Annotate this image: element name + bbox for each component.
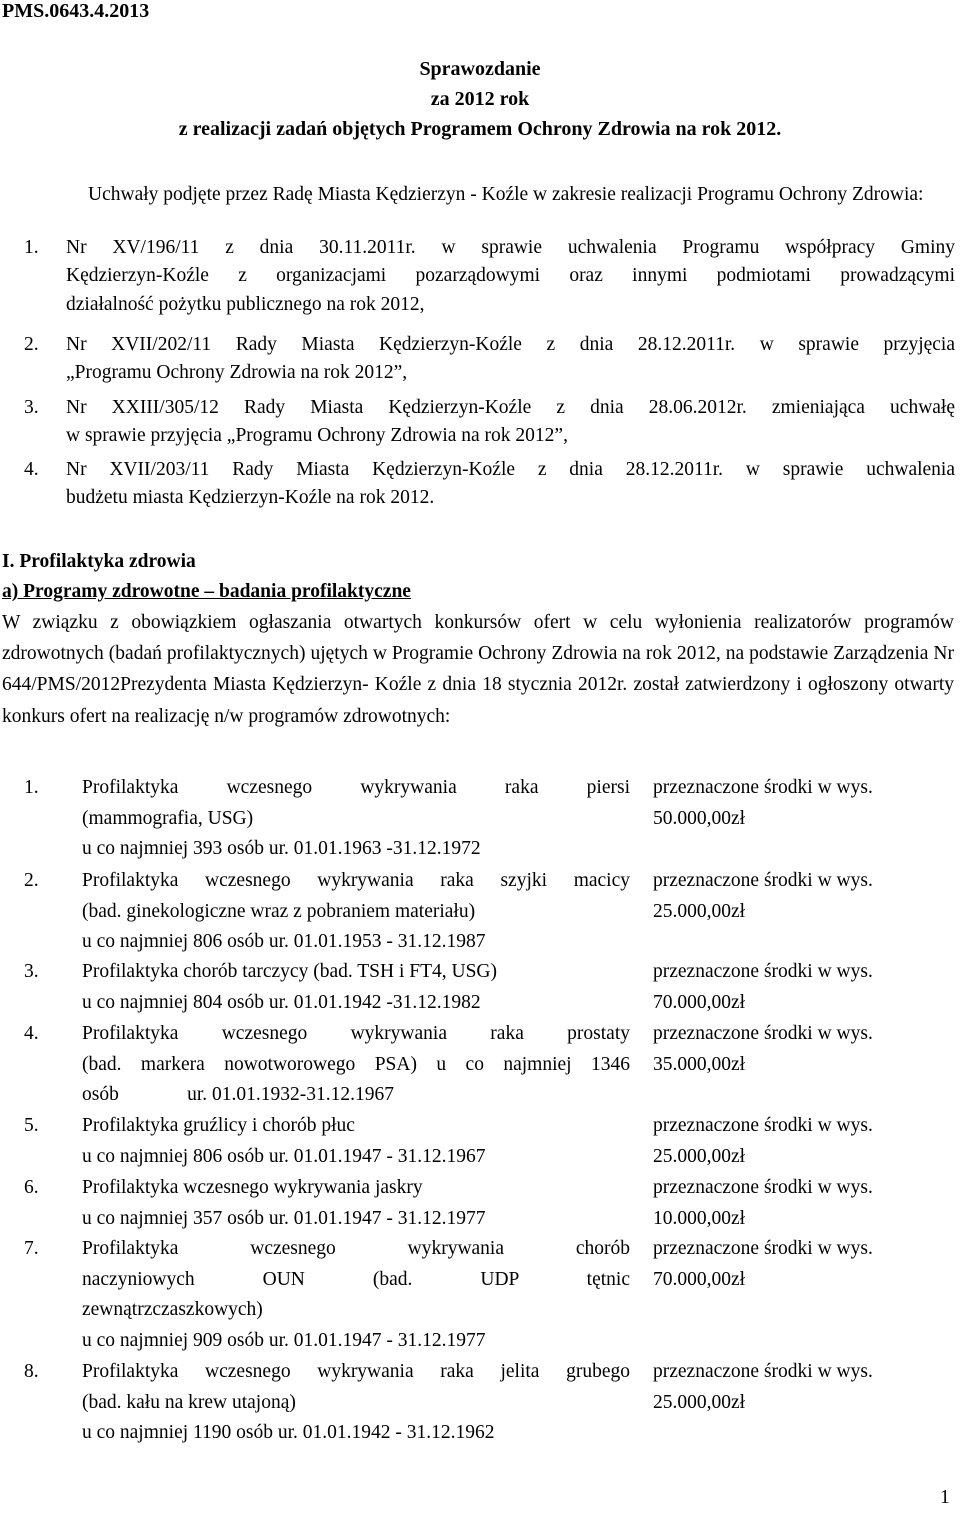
program-number: 3. [24, 961, 39, 982]
program-line: Profilaktyka wczesnego wykrywania raka piersi [82, 777, 630, 798]
program-line: Profilaktyka wczesnego wykrywania raka szyjki macicy [82, 870, 630, 891]
program-line: osób ur. 01.01.1932-31.12.1967 [82, 1084, 394, 1105]
program-description [82, 773, 630, 865]
program-line: u co najmniej 909 osób ur. 01.01.1947 - 31.12.1977 [82, 1329, 486, 1351]
program-line: (bad. kału na krew utajoną) [82, 1391, 296, 1413]
program-description [82, 1111, 630, 1172]
funding-label: przeznaczone środki w wys. [653, 1361, 873, 1382]
program-line: (bad. ginekologiczne wraz z pobraniem materiału) [82, 900, 476, 922]
resolution-number: 3. [24, 397, 39, 418]
page-number: 1 [940, 1487, 950, 1508]
document-reference: PMS.0643.4.2013 [2, 0, 150, 22]
program-description [82, 957, 630, 1018]
program-funding [653, 1019, 953, 1080]
program-line: Profilaktyka wczesnego wykrywania jaskry [82, 1177, 423, 1198]
resolution-line: „Programu Ochrony Zdrowia na rok 2012”, [66, 362, 408, 384]
funding-label: przeznaczone środki w wys. [653, 1238, 873, 1259]
funding-amount: 25.000,00zł [653, 1391, 746, 1413]
subsection-heading: a) Programy zdrowotne – badania profilaktyczne [2, 581, 411, 602]
funding-label: przeznaczone środki w wys. [653, 777, 873, 798]
program-number: 6. [24, 1177, 39, 1198]
program-description [82, 1357, 630, 1449]
program-number: 5. [24, 1115, 39, 1136]
program-description [82, 1019, 630, 1111]
program-number: 7. [24, 1238, 39, 1259]
title-line-1: Sprawozdanie [419, 58, 541, 80]
resolution-number: 4. [24, 459, 39, 480]
funding-label: przeznaczone środki w wys. [653, 870, 873, 891]
resolution-line: działalność pożytku publicznego na rok 2012, [66, 293, 425, 315]
resolution-line: Nr XVII/203/11 Rady Miasta Kędzierzyn-Koźle z dnia 28.12.2011r. w sprawie uchwalenia [66, 459, 955, 480]
body-paragraph: W związku z obowiązkiem ogłaszania otwartych konkursów ofert w celu wyłonienia realizatorów programów zdrowotnych (badań profilaktycznych) ujętych w Programie Ochrony Zdrowia na rok 2012, na podstawie Zarządzenia Nr 644/PMS/2012Prezydenta Miasta Kędzierzyn- Koźle z dnia 18 stycznia 2012r. został zatwierdzony i ogłoszony otwarty konkurs ofert na realizację n/w programów zdrowotnych: [2, 612, 954, 727]
program-line: zewnątrzczaszkowych) [82, 1299, 263, 1320]
funding-amount: 50.000,00zł [653, 807, 746, 829]
program-number: 2. [24, 870, 39, 891]
program-funding [653, 773, 953, 834]
resolution-line: Nr XXIII/305/12 Rady Miasta Kędzierzyn-Koźle z dnia 28.06.2012r. zmieniająca uchwałę [66, 397, 955, 418]
funding-amount: 35.000,00zł [653, 1053, 746, 1075]
program-line: Profilaktyka gruźlicy i chorób płuc [82, 1115, 355, 1136]
program-line: Profilaktyka wczesnego wykrywania raka prostaty [82, 1023, 630, 1044]
title-line-3: z realizacji zadań objętych Programem Ochrony Zdrowia na rok 2012. [178, 118, 782, 140]
funding-label: przeznaczone środki w wys. [653, 1115, 873, 1136]
program-number: 1. [24, 777, 39, 798]
program-line: u co najmniej 393 osób ur. 01.01.1963 -31.12.1972 [82, 838, 481, 859]
program-funding [653, 1173, 953, 1234]
program-funding [653, 957, 953, 1018]
program-number: 8. [24, 1361, 39, 1382]
program-funding [653, 1357, 953, 1418]
program-funding [653, 866, 953, 927]
resolution-line: Nr XV/196/11 z dnia 30.11.2011r. w sprawie uchwalenia Programu współpracy Gminy [66, 237, 955, 258]
program-line: Profilaktyka wczesnego wykrywania raka jelita grubego [82, 1361, 630, 1382]
resolution-line: budżetu miasta Kędzierzyn-Koźle na rok 2012. [66, 487, 435, 509]
resolution-text [66, 234, 955, 319]
program-description [82, 1234, 630, 1356]
funding-amount: 25.000,00zł [653, 900, 746, 922]
section-heading: I. Profilaktyka zdrowia [2, 551, 196, 572]
resolution-line: w sprawie przyjęcia „Programu Ochrony Zdrowia na rok 2012”, [66, 425, 568, 447]
program-line: Profilaktyka chorób tarczycy (bad. TSH i FT4, USG) [82, 961, 498, 982]
program-description [82, 1173, 630, 1234]
resolution-text [66, 456, 955, 513]
resolution-line: Kędzierzyn-Koźle z organizacjami pozarządowymi oraz innymi podmiotami prowadzącymi [66, 265, 955, 287]
resolution-number: 1. [24, 237, 39, 258]
resolution-number: 2. [24, 334, 39, 355]
program-line: u co najmniej 804 osób ur. 01.01.1942 -31.12.1982 [82, 991, 481, 1013]
program-line: Profilaktyka wczesnego wykrywania chorób [82, 1238, 630, 1259]
funding-amount: 70.000,00zł [653, 1268, 746, 1290]
program-line: u co najmniej 357 osób ur. 01.01.1947 - 31.12.1977 [82, 1207, 486, 1229]
funding-label: przeznaczone środki w wys. [653, 1023, 873, 1044]
program-line: (bad. markera nowotworowego PSA) u co najmniej 1346 [82, 1053, 630, 1075]
program-funding [653, 1111, 953, 1172]
resolution-line: Nr XVII/202/11 Rady Miasta Kędzierzyn-Koźle z dnia 28.12.2011r. w sprawie przyjęcia [66, 334, 955, 355]
program-description [82, 866, 630, 958]
program-funding [653, 1234, 953, 1295]
program-line: u co najmniej 1190 osób ur. 01.01.1942 - 31.12.1962 [82, 1422, 495, 1443]
resolution-text [66, 394, 955, 451]
program-line: u co najmniej 806 osób ur. 01.01.1953 - 31.12.1987 [82, 931, 486, 952]
resolution-text [66, 331, 955, 388]
funding-amount: 25.000,00zł [653, 1145, 746, 1167]
program-number: 4. [24, 1023, 39, 1044]
funding-label: przeznaczone środki w wys. [653, 1177, 873, 1198]
funding-amount: 70.000,00zł [653, 991, 746, 1013]
title-line-2: za 2012 rok [430, 88, 530, 110]
funding-label: przeznaczone środki w wys. [653, 961, 873, 982]
funding-amount: 10.000,00zł [653, 1207, 746, 1229]
program-line: (mammografia, USG) [82, 807, 254, 829]
program-line: naczyniowych OUN (bad. UDP tętnic [82, 1268, 630, 1290]
program-line: u co najmniej 806 osób ur. 01.01.1947 - 31.12.1967 [82, 1145, 486, 1167]
resolutions-intro: Uchwały podjęte przez Radę Miasta Kędzierzyn - Koźle w zakresie realizacji Programu Ochrony Zdrowia: [88, 184, 924, 205]
